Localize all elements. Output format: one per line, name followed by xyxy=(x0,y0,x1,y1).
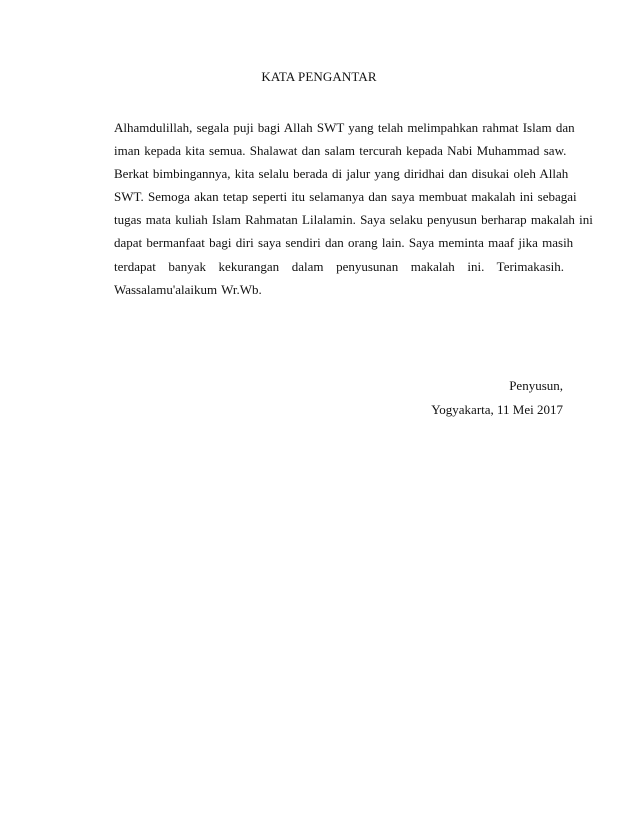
body-line-4: SWT. Semoga akan tetap seperti itu selamanya dan saya membuat makalah ini sebagai xyxy=(114,189,577,205)
body-line-2: iman kepada kita semua. Shalawat dan salam tercurah kepada Nabi Muhammad saw. xyxy=(114,143,567,159)
body-line-3: Berkat bimbingannya, kita selalu berada di jalur yang diridhai dan disukai oleh Allah xyxy=(114,166,569,182)
page-title: KATA PENGANTAR xyxy=(261,69,377,84)
body-line-8: Wassalamu'alaikum Wr.Wb. xyxy=(114,281,262,297)
body-line-1: Alhamdulillah, segala puji bagi Allah SWT yang telah melimpahkan rahmat Islam dan xyxy=(114,120,575,135)
signature-place-date: Yogyakarta, 11 Mei 2017 xyxy=(431,402,563,417)
signature-block xyxy=(431,374,563,422)
body-line-5: tugas mata kuliah Islam Rahmatan Lilalamin. Saya selaku penyusun berharap makalah ini xyxy=(114,212,593,228)
body-line-7: terdapat banyak kekurangan dalam penyusunan makalah ini. Terimakasih. xyxy=(114,258,564,274)
body-line-6: dapat bermanfaat bagi diri saya sendiri dan orang lain. Saya meminta maaf jika masih xyxy=(114,235,574,251)
body-paragraph xyxy=(114,116,593,301)
signature-role: Penyusun, xyxy=(509,378,563,393)
